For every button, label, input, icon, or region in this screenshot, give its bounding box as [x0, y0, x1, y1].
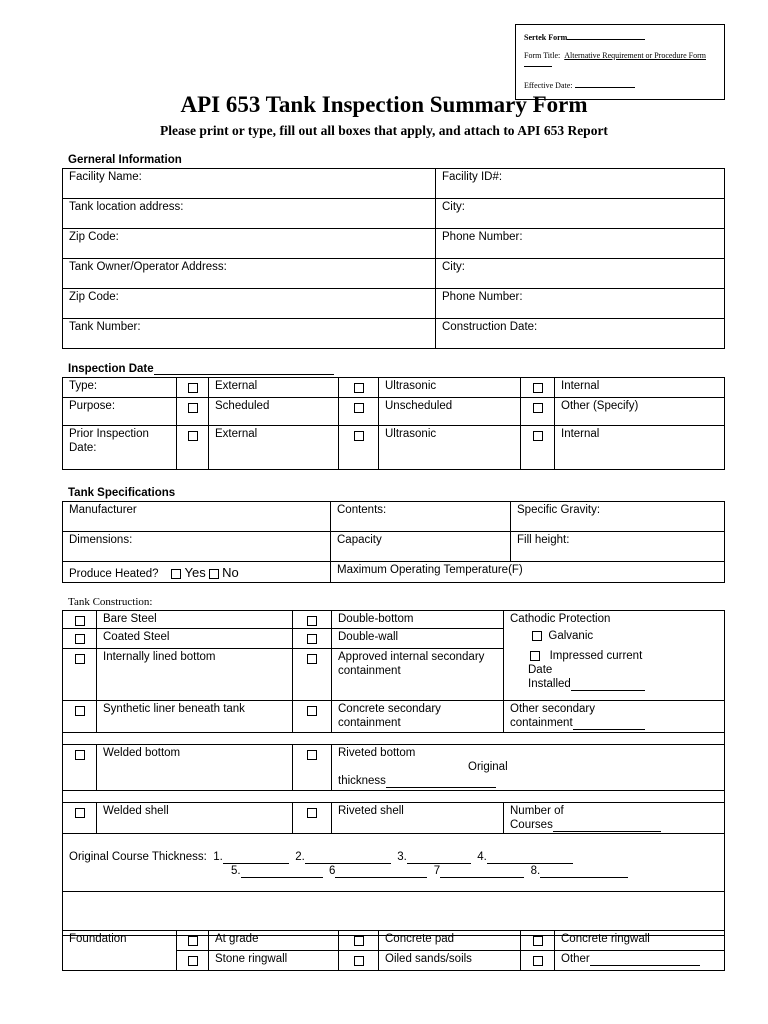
stone-ringwall-label: Stone ringwall — [209, 951, 339, 971]
other-foundation-checkbox[interactable] — [533, 956, 543, 966]
prior-external-label: External — [209, 426, 339, 470]
impressed-current-checkbox[interactable] — [530, 651, 540, 661]
internally-lined-label: Internally lined bottom — [97, 649, 293, 701]
synthetic-liner-checkbox[interactable] — [75, 706, 85, 716]
specific-gravity-field[interactable]: Specific Gravity: — [511, 502, 725, 532]
produce-heated-label: Produce Heated? — [69, 568, 159, 580]
purpose-scheduled-label: Scheduled — [209, 398, 339, 426]
stone-ringwall-checkbox[interactable] — [188, 956, 198, 966]
page-subtitle: Please print or type, fill out all boxes that apply, and attach to API 653 Report — [160, 123, 608, 138]
heated-yes-checkbox[interactable] — [171, 569, 181, 579]
city-field[interactable]: City: — [436, 199, 725, 229]
coated-steel-label: Coated Steel — [97, 629, 293, 649]
concrete-secondary-label: Concrete secondary containment — [332, 701, 504, 733]
double-wall-checkbox[interactable] — [307, 634, 317, 644]
blank-row[interactable] — [63, 892, 725, 936]
purpose-other-label: Other (Specify) — [555, 398, 725, 426]
cathodic-protection-cell — [504, 611, 725, 701]
tank-construction-heading: Tank Construction: — [68, 596, 153, 608]
concrete-secondary-checkbox[interactable] — [307, 706, 317, 716]
manufacturer-field[interactable]: Manufacturer — [63, 502, 331, 532]
at-grade-label: At grade — [209, 931, 339, 951]
heated-no-checkbox[interactable] — [209, 569, 219, 579]
concrete-ringwall-checkbox[interactable] — [533, 936, 543, 946]
type-internal-label: Internal — [555, 378, 725, 398]
purpose-other-checkbox[interactable] — [533, 403, 543, 413]
purpose-label: Purpose: — [63, 398, 177, 426]
oiled-sands-checkbox[interactable] — [354, 956, 364, 966]
capacity-field[interactable]: Capacity — [331, 532, 511, 562]
prior-internal-label: Internal — [555, 426, 725, 470]
double-bottom-label: Double-bottom — [332, 611, 504, 629]
tank-number-field[interactable]: Tank Number: — [63, 319, 436, 349]
galvanic-checkbox[interactable] — [532, 631, 542, 641]
facility-id-field[interactable]: Facility ID#: — [436, 169, 725, 199]
other-secondary-field[interactable]: Other secondary containment — [504, 701, 725, 733]
approved-internal-checkbox[interactable] — [307, 654, 317, 664]
impressed-current-label: Impressed current — [549, 650, 643, 662]
heated-no-label: No — [222, 565, 239, 580]
type-internal-checkbox[interactable] — [533, 383, 543, 393]
double-bottom-checkbox[interactable] — [307, 616, 317, 626]
sertek-form-title: Form Title: Alternative Requirement or Procedure Form — [524, 51, 720, 69]
prior-ultrasonic-checkbox[interactable] — [354, 431, 364, 441]
purpose-scheduled-checkbox[interactable] — [188, 403, 198, 413]
prior-inspection-label: Prior Inspection Date: — [63, 426, 177, 470]
construction-date-field[interactable]: Construction Date: — [436, 319, 725, 349]
sertek-effective-date: Effective Date: — [524, 81, 635, 90]
fill-height-field[interactable]: Fill height: — [511, 532, 725, 562]
heated-yes-label: Yes — [184, 565, 206, 580]
oiled-sands-label: Oiled sands/soils — [379, 951, 521, 971]
sertek-form-label: Sertek Form — [524, 33, 645, 42]
purpose-unscheduled-label: Unscheduled — [379, 398, 521, 426]
owner-phone-field[interactable]: Phone Number: — [436, 289, 725, 319]
max-temp-field[interactable]: Maximum Operating Temperature(F) — [331, 562, 725, 583]
riveted-bottom-checkbox[interactable] — [307, 750, 317, 760]
tank-specs-heading: Tank Specifications — [68, 487, 176, 499]
produce-heated-cell — [63, 562, 331, 583]
double-wall-label: Double-wall — [332, 629, 504, 649]
approved-internal-label: Approved internal secondary containment — [332, 649, 504, 701]
prior-internal-checkbox[interactable] — [533, 431, 543, 441]
tank-location-field[interactable]: Tank location address: — [63, 199, 436, 229]
foundation-label: Foundation — [63, 931, 177, 971]
welded-bottom-label: Welded bottom — [97, 745, 293, 791]
concrete-pad-checkbox[interactable] — [354, 936, 364, 946]
general-info-heading: Gerneral Information — [68, 154, 182, 166]
inspection-table — [62, 377, 725, 470]
course-thickness-cell: Original Course Thickness: 1. 2. 3. 4. 5. 6 7 8. — [63, 834, 725, 892]
facility-name-field[interactable]: Facility Name: — [63, 169, 436, 199]
tank-construction-table — [62, 610, 725, 936]
original-label: Original — [468, 761, 508, 773]
owner-address-field[interactable]: Tank Owner/Operator Address: — [63, 259, 436, 289]
spacer-row — [63, 733, 725, 745]
inspection-date-heading: Inspection Date — [68, 363, 334, 375]
phone-number-field[interactable]: Phone Number: — [436, 229, 725, 259]
dimensions-field[interactable]: Dimensions: — [63, 532, 331, 562]
date-installed-label: Date Installed — [528, 663, 718, 691]
concrete-ringwall-label: Concrete ringwall — [555, 931, 725, 951]
zip-code-field[interactable]: Zip Code: — [63, 229, 436, 259]
other-foundation-field[interactable]: Other — [555, 951, 725, 971]
prior-external-checkbox[interactable] — [188, 431, 198, 441]
type-ultrasonic-label: Ultrasonic — [379, 378, 521, 398]
welded-bottom-checkbox[interactable] — [75, 750, 85, 760]
spacer-row — [63, 791, 725, 803]
type-ultrasonic-checkbox[interactable] — [354, 383, 364, 393]
thickness-field[interactable]: thickness — [338, 774, 718, 788]
bare-steel-checkbox[interactable] — [75, 616, 85, 626]
internally-lined-checkbox[interactable] — [75, 654, 85, 664]
contents-field[interactable]: Contents: — [331, 502, 511, 532]
general-info-table — [62, 168, 725, 349]
tank-specs-table — [62, 501, 725, 583]
type-external-label: External — [209, 378, 339, 398]
type-external-checkbox[interactable] — [188, 383, 198, 393]
purpose-unscheduled-checkbox[interactable] — [354, 403, 364, 413]
coated-steel-checkbox[interactable] — [75, 634, 85, 644]
course-thickness-label: Original Course Thickness: — [69, 851, 207, 863]
number-of-courses-field[interactable]: Number of Courses — [504, 803, 725, 834]
concrete-pad-label: Concrete pad — [379, 931, 521, 951]
owner-city-field[interactable]: City: — [436, 259, 725, 289]
page-title: API 653 Tank Inspection Summary Form — [180, 92, 588, 117]
bare-steel-label: Bare Steel — [97, 611, 293, 629]
type-label: Type: — [63, 378, 177, 398]
foundation-table — [62, 930, 725, 971]
riveted-bottom-label: Riveted bottom — [338, 747, 416, 759]
riveted-shell-checkbox[interactable] — [307, 808, 317, 818]
prior-ultrasonic-label: Ultrasonic — [379, 426, 521, 470]
welded-shell-checkbox[interactable] — [75, 808, 85, 818]
owner-zip-field[interactable]: Zip Code: — [63, 289, 436, 319]
sertek-form-box — [515, 24, 725, 100]
riveted-bottom-cell — [332, 745, 725, 791]
at-grade-checkbox[interactable] — [188, 936, 198, 946]
synthetic-liner-label: Synthetic liner beneath tank — [97, 701, 293, 733]
cathodic-protection-label: Cathodic Protection — [510, 613, 611, 625]
riveted-shell-label: Riveted shell — [332, 803, 504, 834]
galvanic-label: Galvanic — [548, 630, 594, 642]
welded-shell-label: Welded shell — [97, 803, 293, 834]
